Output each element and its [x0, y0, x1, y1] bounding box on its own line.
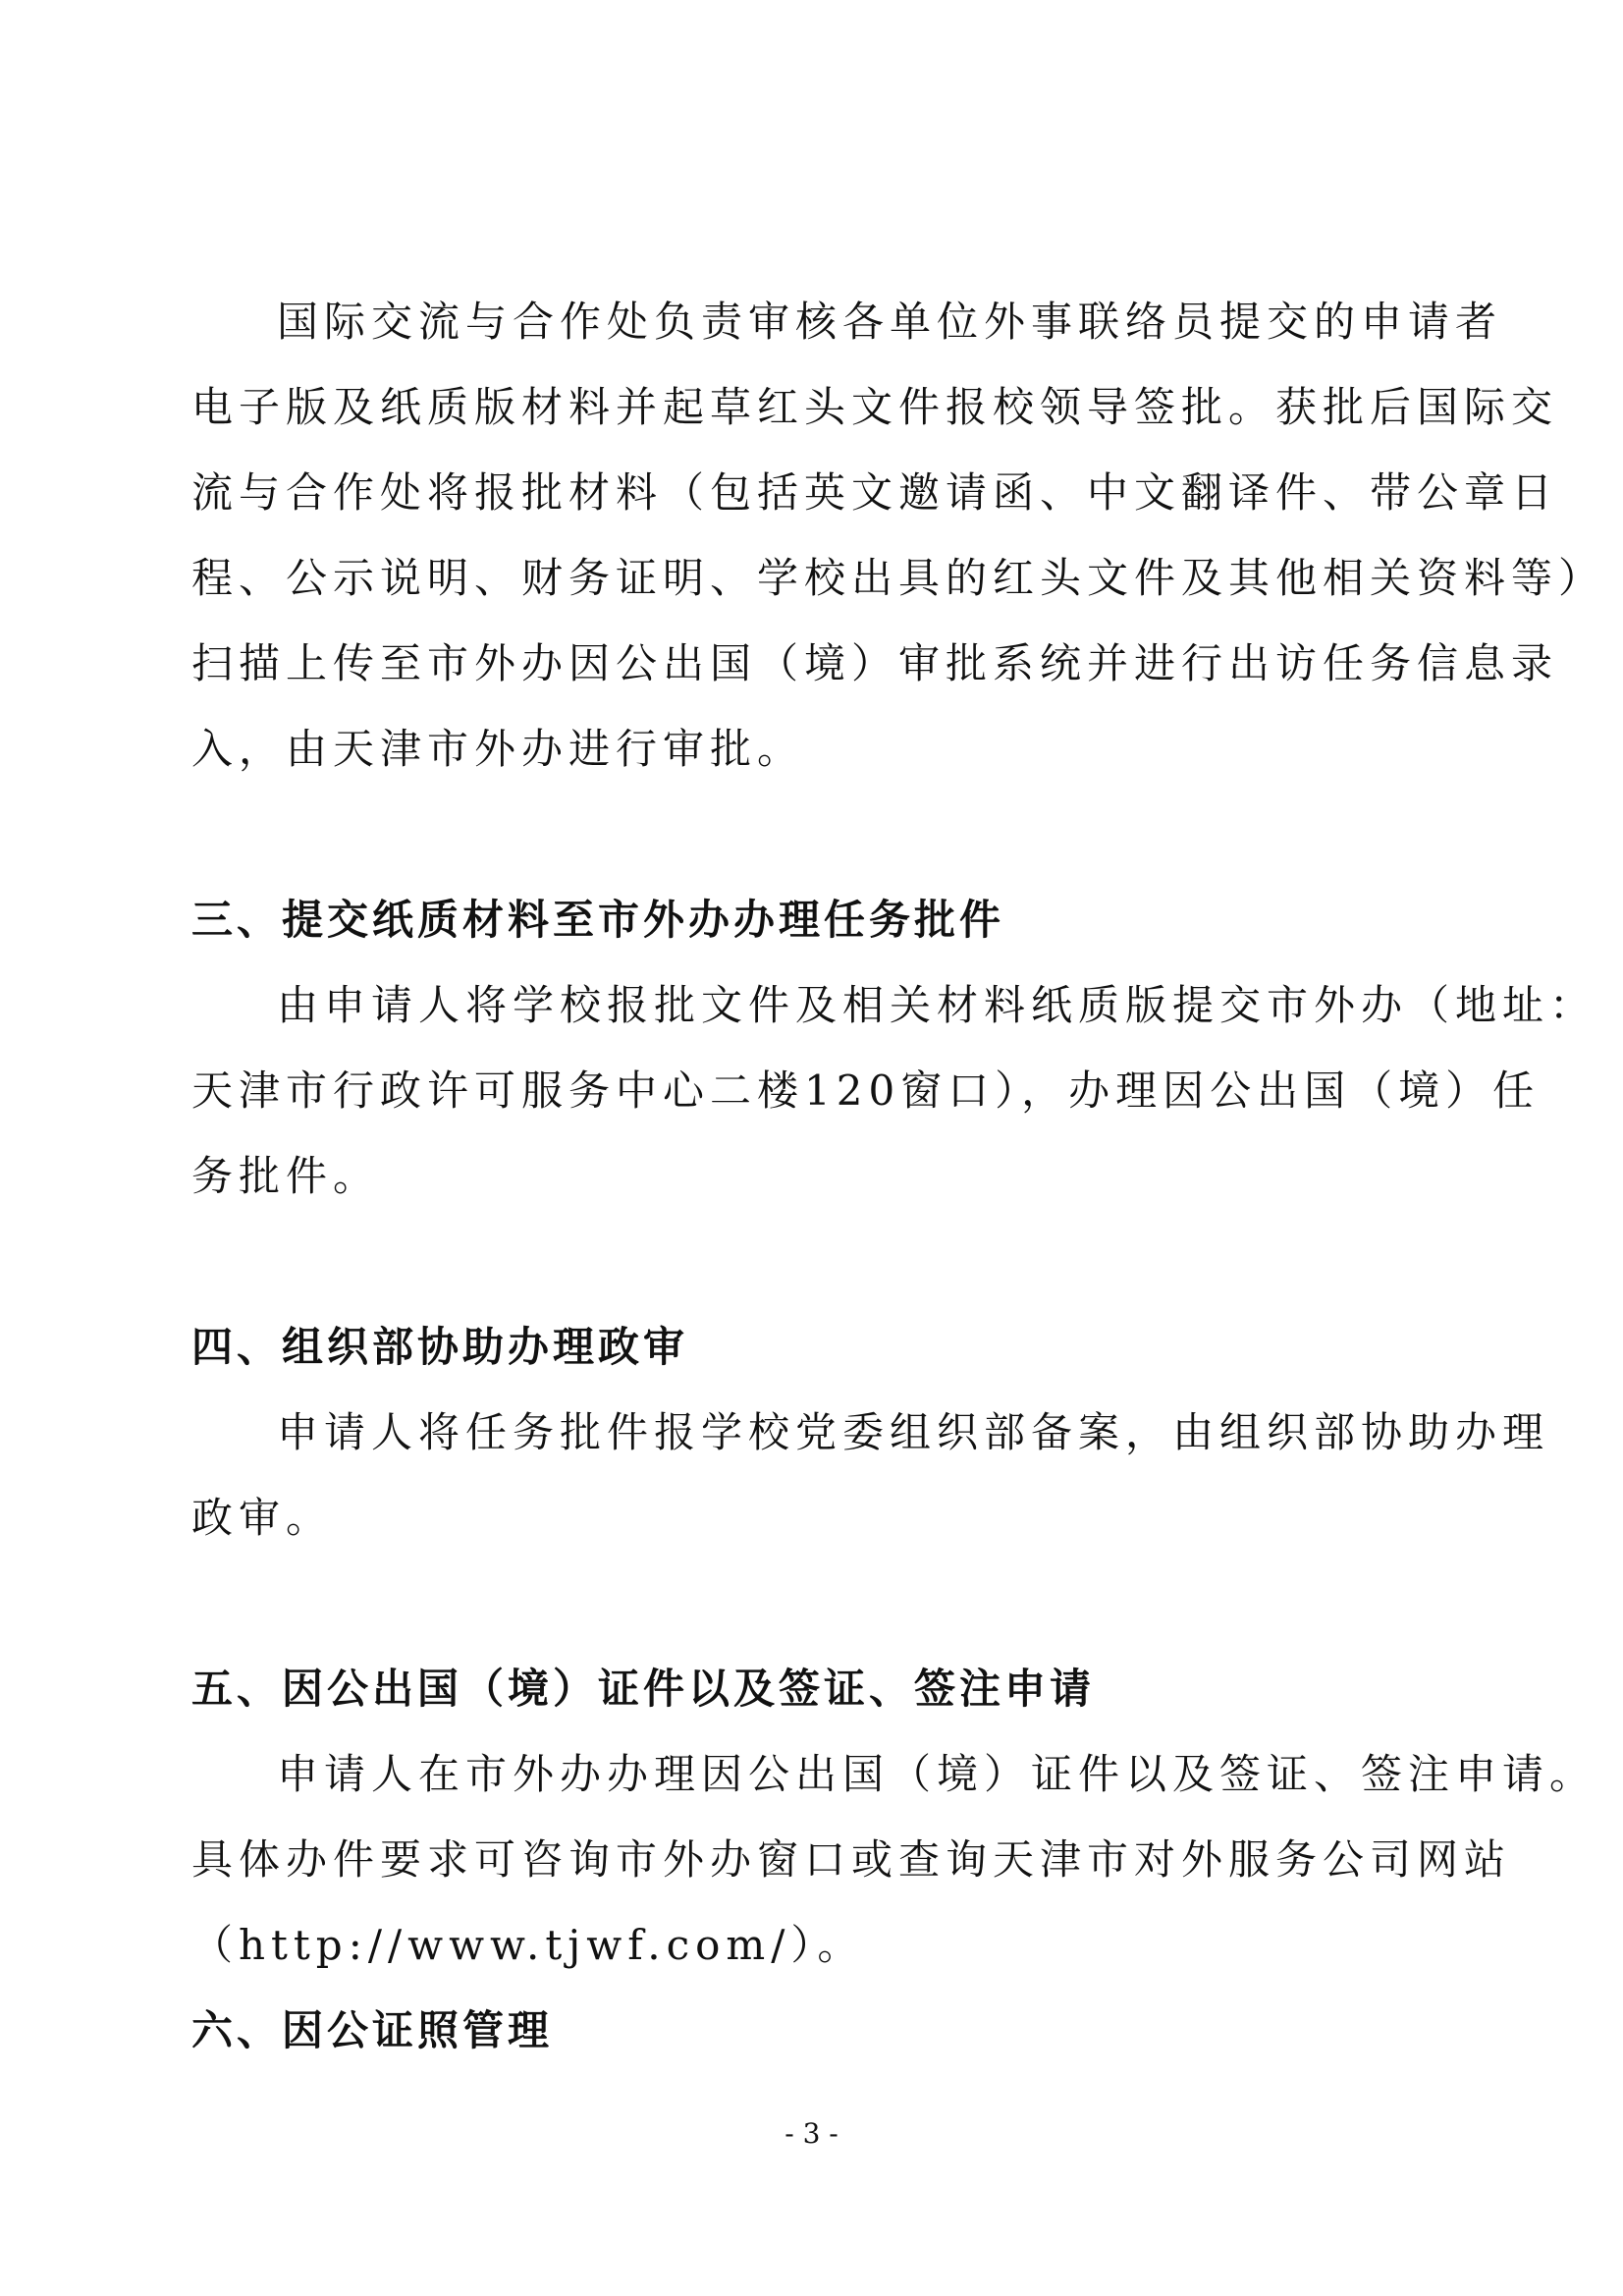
paragraph-line: 程、公示说明、财务证明、学校出具的红头文件及其他相关资料等）	[191, 554, 1606, 602]
paragraph-line: 由申请人将学校报批文件及相关材料纸质版提交市外办（地址：	[277, 981, 1597, 1029]
paragraph-line: 具体办件要求可咨询市外办窗口或查询天津市对外服务公司网站	[191, 1835, 1512, 1884]
paragraph-line: 申请人将任务批件报学校党委组织部备案，由组织部协助办理	[277, 1408, 1550, 1456]
paragraph-line: 政审。	[191, 1494, 334, 1542]
paragraph-line: 天津市行政许可服务中心二楼120窗口），办理因公出国（境）任	[191, 1066, 1541, 1115]
paragraph-line: （http://www.tjwf.com/）。	[191, 1921, 865, 1969]
paragraph-line: 流与合作处将报批材料（包括英文邀请函、中文翻译件、带公章日	[191, 468, 1559, 517]
paragraph-line: 国际交流与合作处负责审核各单位外事联络员提交的申请者	[277, 298, 1503, 346]
page-number: - 3 -	[784, 2117, 839, 2150]
paragraph-line: 电子版及纸质版材料并起草红头文件报校领导签批。获批后国际交	[191, 383, 1559, 431]
section-heading: 四、组织部协助办理政审	[191, 1323, 689, 1371]
paragraph-line: 申请人在市外办办理因公出国（境）证件以及签证、签注申请。	[277, 1750, 1597, 1798]
paragraph-line: 入，由天津市外办进行审批。	[191, 725, 805, 773]
paragraph-line: 扫描上传至市外办因公出国（境）审批系统并进行出访任务信息录	[191, 639, 1559, 687]
section-heading: 六、因公证照管理	[191, 2006, 554, 2054]
paragraph-line: 务批件。	[191, 1152, 381, 1200]
section-heading: 三、提交纸质材料至市外办办理任务批件	[191, 896, 1005, 944]
section-heading: 五、因公出国（境）证件以及签证、签注申请	[191, 1665, 1096, 1713]
